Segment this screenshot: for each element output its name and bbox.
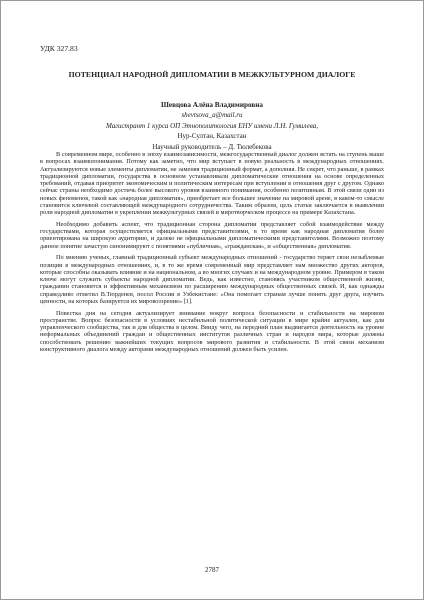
author-name: Шевцова Алёна Владимировна	[160, 101, 263, 109]
article-title: ПОТЕНЦИАЛ НАРОДНОЙ ДИПЛОМАТИИ В МЕЖКУЛЬТУРНОМ ДИАЛОГЕ	[68, 70, 356, 79]
paragraph: По мнению ученых, главный традиционный субъект международных отношений - государство теряет свои незыблемые позиции в международных отношениях, и, в то же время современный мир представляет нам множество других акторов, которые способны оказывать влияние и на национальном, а во многих случаях и на международном уровне. Примером в таком ключе могут служить субъекты народной дипломатии. Ведь, как известно, становясь участником общественной жизни, гражданин становится и эффективным механизмом по расширению международных общественных связей. И, как однажды справедливо отметил В.Тюрденев, посол России в Узбекистане: «Она помогает странам лучше понять друг друга, изучить ценности, на которых базируется их мировоззрение» [1].	[40, 254, 384, 305]
udk-code: УДК 327.83	[40, 44, 78, 53]
paragraph: Необходимо добавить аспект, что традиционная сторона дипломатии представляет собой взаимодействие между государствами, которая осуществляется официальными представителями, в то время как народная дипломатия более ориентирована на широкую аудиторию, и далеко не официальными дипломатическими представителями. Возможно поэтому данное понятие зачастую синонимируют с понятиями «публичная», «гражданская», и «общественная» дипломатия.	[40, 220, 384, 250]
paragraph: Повестка дня на сегодня актуализирует внимание вокруг вопроса безопасности и стабильности на мировом пространстве. Вопрос безопасности в условиях нестабильной политической ситуации в мире крайне актуален, как для управленческого сообщества, так и для общества в целом. Ввиду чего, на передний план выдвигается деятельность на уровне неформальных объединений граждан и общественных институтов различных стран и народов мира, которые должны способствовать решению важнейших текущих вопросов мирового развития и стабильности. В этой связи механизм конструктивного диалога между акторами международных отношений должен быть усилен.	[40, 309, 384, 353]
author-location: Нур-Султан, Казахстан	[177, 132, 247, 141]
page-number: 2787	[205, 566, 219, 574]
author-email: shevtsova_a@mail.ru	[181, 111, 243, 120]
author-affiliation: Магистрант 1 курса ОП Этнополитология ЕНУ имени Л.Н. Гумилева,	[105, 121, 318, 130]
supervisor: Научный руководитель – Д. Тюлебекова	[152, 142, 272, 151]
article-body	[40, 151, 384, 358]
author-block	[36, 100, 388, 152]
paragraph: В современном мире, особенно в эпоху взаимозависимости, межгосударственный диалог должен встать на ступень выше в вопросах взаимопонимания. Потому как заметно, что мир вступает в новую реальность в международных отношениях. Актуализируются новые элементы дипломатии, не заменяя традиционный формат, а дополняя. Не секрет, что раньше, в рамках традиционной дипломатии, государства в основном устанавливали дипломатические отношения на основе определенных требований, отдавая приоритет экономическим и политическим интересам при вступлении в отношения друг с другом. Однако сейчас страны необходимо достичь более высокого уровня взаимного понимания, особенно позитивным. В этой связи один из новых феноменов, такой как «народная дипломатия», приобретает все большее значение на мировой арене, в каком-то смысле становится ключевой составляющей международного сотрудничества. Таким образом, цель статьи заключается в выявлении роли народной дипломатии в укреплении межкультурных связей и миротворческом процессе на примере Казахстана.	[40, 151, 384, 216]
